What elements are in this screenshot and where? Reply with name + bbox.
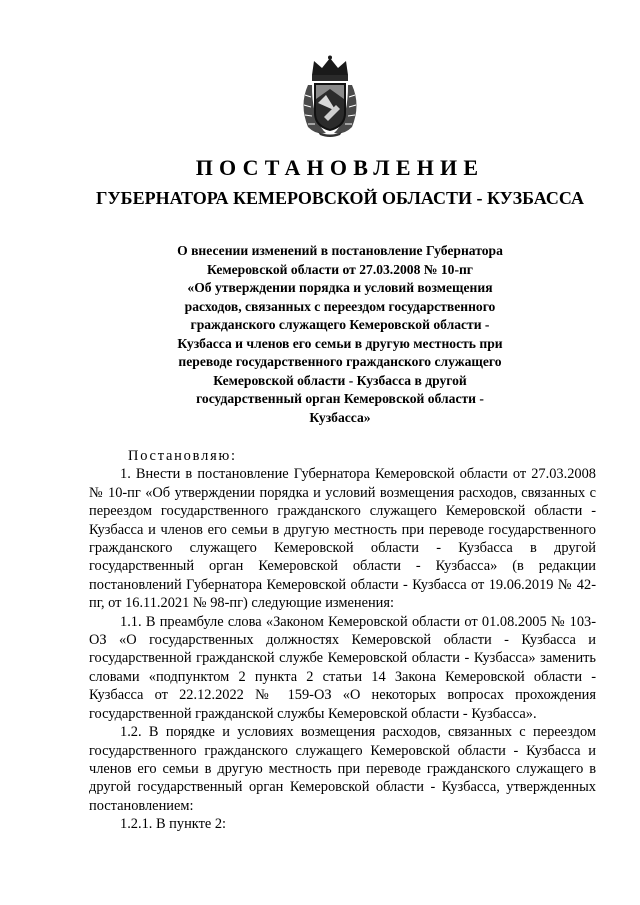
document-heading — [150, 242, 530, 427]
paragraph-1-1: 1.1. В преамбуле слова «Законом Кемеровской области от 01.08.2005 № 103-ОЗ «О государственных должностях Кемеровской области - Кузбасса и государственной гражданской службе Кемеровской области - Кузбасса» заменить словами «подпунктом 2 пункта 2 статьи 14 Закона Кемеровской области - Кузбасса от 22.12.2022 № 159-ОЗ «О некоторых вопросах прохождения государственной гражданской службы Кемеровской области - Кузбасса». — [89, 613, 596, 722]
heading-line: Кемеровской области - Кузбасса в другой — [213, 372, 467, 388]
heading-line: гражданского служащего Кемеровской области - — [190, 317, 490, 332]
kemerovo-coat-of-arms-icon — [296, 55, 364, 137]
heading-line: Кемеровской области от 27.03.2008 № 10-пг — [207, 261, 473, 277]
heading-line: Кузбасса» — [309, 409, 371, 425]
heading-line: государственный орган Кемеровской области - — [196, 391, 484, 406]
document-title: ПОСТАНОВЛЕНИЕ — [195, 155, 485, 180]
heading-line: О внесении изменений в постановление Губернатора — [177, 243, 503, 258]
document-body — [89, 447, 596, 834]
heading-line: Кузбасса и членов его семьи в другую местность при — [177, 335, 503, 351]
heading-line: «Об утверждении порядка и условий возмещения — [187, 280, 493, 295]
paragraph-1-2-1: 1.2.1. В пункте 2: — [120, 816, 227, 833]
heading-line: расходов, связанных с переездом государственного — [184, 298, 496, 314]
document-issuer: ГУБЕРНАТОРА КЕМЕРОВСКОЙ ОБЛАСТИ - КУЗБАССА — [96, 188, 584, 208]
heading-line: переводе государственного гражданского служащего — [178, 354, 502, 369]
paragraph-1: 1. Внести в постановление Губернатора Кемеровской области от 27.03.2008 № 10-пг «Об утверждении порядка и условий возмещения расходов, связанных с переездом государственного гражданского служащего Кемеровской области - Кузбасса и членов его семьи в другую местность при переводе государственного гражданского служащего Кемеровской области - Кузбасса в другой государственный орган Кемеровской области - Кузбасса» (в редакции постановлений Губернатора Кемеровской области - Кузбасса от 19.06.2019 № 42-пг, от 16.11.2021 № 98-пг) следующие изменения: — [89, 466, 596, 612]
paragraph-1-2: 1.2. В порядке и условиях возмещения расходов, связанных с переездом государственного гражданского служащего Кемеровской области - Кузбасса и членов его семьи в другую местность при переводе гражданского служащего в другой государственный орган Кемеровской области - Кузбасса, утвержденных постановлением: — [89, 724, 596, 814]
resolution-lead: Постановляю: — [128, 448, 237, 464]
